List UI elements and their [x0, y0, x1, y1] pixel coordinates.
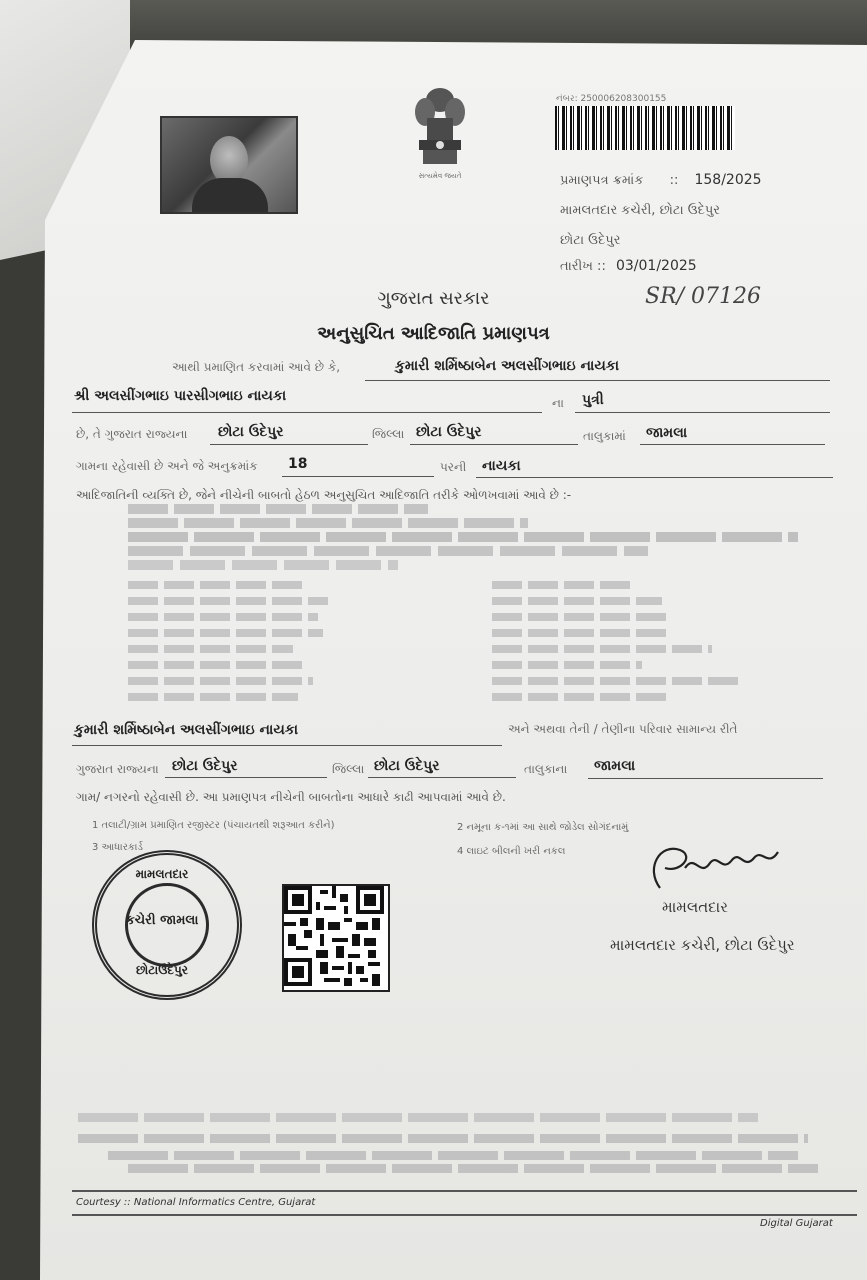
par-label: પરની — [440, 460, 467, 474]
courtesy-bar — [72, 1190, 857, 1216]
national-emblem-icon — [405, 82, 475, 172]
applicant-name-repeat: કુમારી શર્મિષ્ઠાબેન અલસીંગભાઇ નાયકા — [74, 722, 299, 738]
state-label: છે, તે ગુજરાત રાજ્યના — [76, 427, 188, 441]
serial-underline — [282, 476, 434, 477]
emblem-caption: સત્યમેવ જયતે — [418, 172, 462, 180]
district-value: છોટા ઉદેપુર — [416, 424, 482, 440]
legal-references-left — [128, 578, 358, 708]
issue-date-label: તારીખ :: — [560, 259, 606, 274]
applicant-photo — [160, 116, 298, 214]
certificate-number-label: પ્રમાણપત્ર ક્રમાંક — [560, 173, 644, 188]
seal-middle-text: કચેરી જામલા — [125, 913, 199, 928]
state-value: છોટા ઉદેપુર — [218, 424, 284, 440]
legal-references-right — [492, 578, 752, 708]
basis-item-1: 1 તલાટી/ગ્રામ પ્રમાણિત રજીસ્ટર (પંચાયતથી શરૂઆત કરીને) — [92, 820, 335, 831]
signature-text — [700, 838, 703, 839]
basis-item-2: 2 નમૂના ક-૧માં આ સાથે જોડેલ સોગંદનામું — [457, 822, 629, 833]
taluka-label: તાલુકામાં — [583, 429, 626, 443]
father-underline — [72, 412, 542, 413]
taluka2-underline — [588, 778, 823, 779]
reference-number: નંબર: 250006208300155 — [556, 94, 667, 104]
qr-code — [282, 884, 390, 992]
closing-text: ગામ/ નગરનો રહેવાસી છે. આ પ્રમાણપત્ર નીચેની બાબતોના આધારે કાઢી આપવામાં આવે છે. — [76, 790, 506, 804]
identified-text: આદિજાતિની વ્યક્તિ છે, જેને નીચેની બાબતો હેઠળ અનુસુચિત આદિજાતિ તરીકે ઓળખવામાં આવે છે :- — [76, 488, 572, 502]
state-underline — [210, 444, 368, 445]
name-underline — [365, 380, 830, 381]
relation: પુત્રી — [582, 392, 604, 408]
na-label: ના — [552, 396, 564, 410]
photo-face — [210, 136, 248, 184]
basis-item-3: 3 આધારકાર્ડ — [92, 842, 143, 853]
district-underline — [410, 444, 578, 445]
handwritten-serial: SR/ 07126 — [645, 284, 762, 309]
barcode — [555, 106, 735, 150]
taluka2-label: તાલુકાના — [524, 762, 568, 776]
seal-top-text: મામલતદાર — [135, 867, 189, 881]
district2-underline — [368, 777, 516, 778]
taluka-value: જામલા — [646, 425, 688, 441]
certificate-number-row: પ્રમાણપત્ર ક્રમાંક :: 158/2025 — [560, 172, 762, 188]
official-seal — [92, 850, 242, 1000]
taluka2-value: જામલા — [594, 758, 636, 774]
legal-references-top — [128, 502, 798, 570]
district2-value: છોટા ઉદેપુર — [374, 758, 440, 774]
signatory-designation: મામલતદાર — [662, 898, 728, 916]
district2-label: જિલ્લા — [332, 762, 365, 776]
family-label: અને અથવા તેની / તેણીના પરિવાર સામાન્ય રીતે — [508, 722, 738, 736]
state2-underline — [165, 777, 327, 778]
relation-underline — [575, 412, 830, 413]
name2-underline — [72, 745, 502, 746]
seal-bottom-text: છોટાઉદેપુર — [136, 963, 188, 977]
village-label: ગામના રહેવાસી છે અને જે અનુક્રમાંક — [76, 459, 258, 473]
signatory-office: મામલતદાર કચેરી, છોટા ઉદેપુર — [610, 936, 795, 954]
photo-body — [192, 178, 268, 212]
serial-number: 18 — [288, 456, 308, 472]
basis-item-4: 4 લાઇટ બીલની ખરી નકલ — [457, 846, 566, 857]
taluka-underline — [640, 444, 825, 445]
father-name: શ્રી અલસીંગભાઇ પારસીગભાઇ નાયકા — [74, 388, 287, 404]
district-label: જિલ્લા — [372, 427, 405, 441]
government-title: ગુજરાત સરકાર — [377, 288, 490, 309]
issuing-place: છોટા ઉદેપુર — [560, 233, 621, 248]
applicant-name: કુમારી શર્મિષ્ઠાબેન અલસીંગભાઇ નાયકા — [395, 358, 620, 374]
digital-gujarat-brand: Digital Gujarat — [760, 1218, 833, 1229]
issue-date-row — [560, 258, 697, 274]
certify-label: આથી પ્રમાણિત કરવામાં આવે છે કે, — [172, 360, 341, 374]
issue-date: 03/01/2025 — [615, 258, 697, 274]
courtesy-text: Courtesy :: National Informatics Centre, Gujarat — [76, 1197, 316, 1208]
tribe-underline — [476, 477, 833, 478]
certificate-number: 158/2025 — [694, 172, 762, 188]
state2-value: છોટા ઉદેપુર — [172, 758, 238, 774]
issuing-office: મામલતદાર કચેરી, છોટા ઉદેપુર — [560, 203, 721, 218]
state2-label: ગુજરાત રાજ્યના — [76, 762, 159, 776]
signature-scribble — [640, 838, 790, 898]
footer-notes — [78, 1110, 838, 1176]
certificate-title: અનુસુચિત આદિજાતિ પ્રમાણપત્ર — [317, 323, 550, 344]
tribe-value: નાયકા — [482, 458, 521, 474]
